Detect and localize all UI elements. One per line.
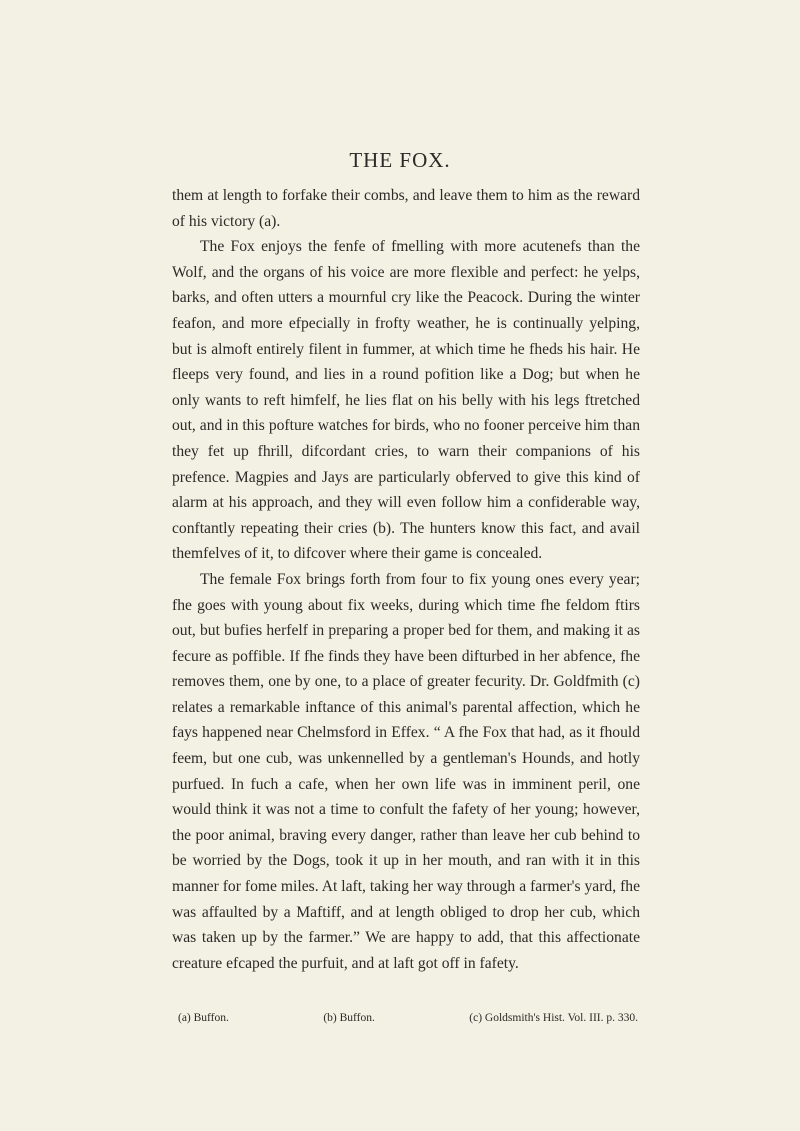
paragraph-2: The Fox enjoys the fenfe of fmelling with more acutenefs than the Wolf, and the organs of his voice are more flexible and perfect: he yelps, barks, and often utters a mournful cry like the Peacock. During the winter feafon, and more efpecially in frofty weather, he is continually yelping, but is almoft entirely filent in fummer, at which time he fheds his hair. He fleeps very found, and lies in a round pofition like a Dog; but when he only wants to reft himfelf, he lies flat on his belly with his legs ftretched out, and in this pofture watches for birds, who no fooner perceive him than they fet up fhrill, difcordant cries, to warn their companions of his prefence. Magpies and Jays are particularly obferved to give this kind of alarm at his approach, and they will even follow him a confiderable way, conftantly repeating their cries (b). The hunters know this fact, and avail themfelves of it, to difcover where their game is concealed. — [172, 238, 640, 563]
footnote-c: (c) Goldsmith's Hist. Vol. III. p. 330. — [469, 1012, 638, 1024]
footnote-b: (b) Buffon. — [323, 1012, 375, 1024]
paragraph-3: The female Fox brings forth from four to fix young ones every year; fhe goes with young about fix weeks, during which time fhe feldom ftirs out, but bufies herfelf in preparing a proper bed for them, and making it as fecure as poffible. If fhe finds they have been difturbed in her abfence, fhe removes them, one by one, to a place of greater fecurity. Dr. Goldfmith (c) relates a remarkable inftance of this animal's parental affection, which he fays happened near Chelmsford in Effex. “ A fhe Fox that had, as it fhould feem, but one cub, was unkennelled by a gentleman's Hounds, and hotly purfued. In fuch a cafe, when her own life was in imminent peril, one would think it was not a time to confult the fafety of her young; however, the poor animal, braving every danger, rather than leave her cub behind to be worried by the Dogs, took it up in her mouth, and ran with it in this manner for fome miles. At laft, taking her way through a farmer's yard, fhe was affaulted by a Maftiff, and at length obliged to drop her cub, which was taken up by the farmer.” We are happy to add, that this affectionate creature efcaped the purfuit, and at laft got off in fafety. — [172, 570, 640, 972]
paragraph-1: them at length to forfake their combs, and leave them to him as the reward of his victory (a). — [172, 187, 640, 230]
body-text — [172, 183, 640, 976]
running-head: THE FOX. — [349, 148, 451, 172]
footnotes — [178, 1012, 638, 1024]
footnote-a: (a) Buffon. — [178, 1012, 229, 1024]
